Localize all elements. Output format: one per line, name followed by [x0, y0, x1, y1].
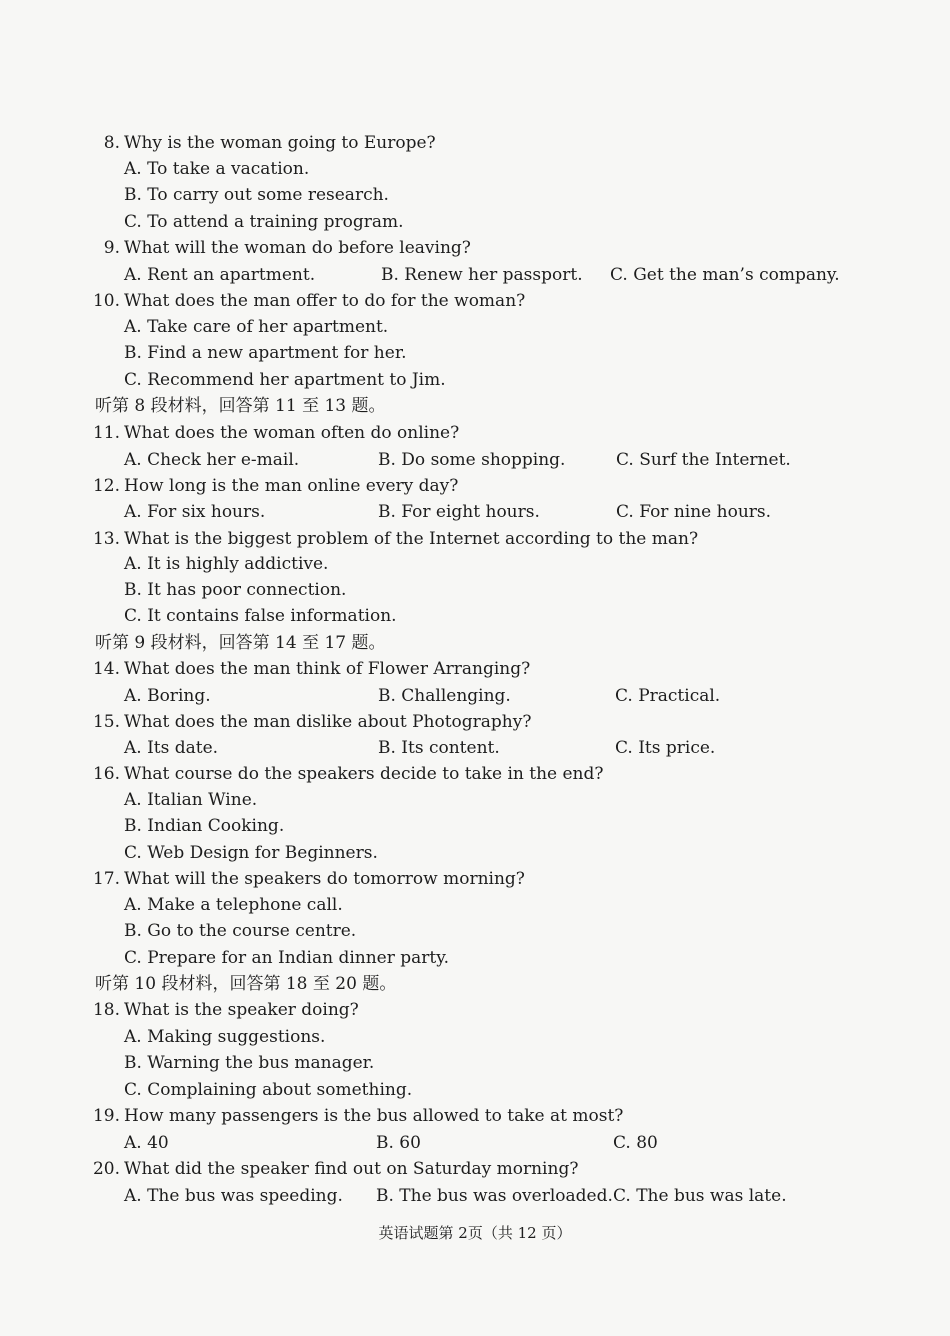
question-text: What does the man think of Flower Arranging?: [124, 659, 531, 679]
section-9-instruction: 听第 9 段材料，回答第 14 至 17 题。: [95, 633, 386, 653]
option-b: B. It has poor connection.: [124, 580, 347, 600]
option-a: A. It is highly addictive.: [124, 554, 329, 574]
option-row: [0, 918, 950, 944]
option-row: [0, 683, 950, 709]
option-a: A. Its date.: [124, 738, 219, 758]
option-row: [0, 1050, 950, 1076]
option-a: A. Make a telephone call.: [124, 895, 343, 915]
question-10: [0, 288, 950, 314]
option-row: [0, 340, 950, 366]
option-b: B. Find a new apartment for her.: [124, 343, 407, 363]
option-b: B. The bus was overloaded.: [376, 1186, 613, 1206]
option-c: C. Prepare for an Indian dinner party.: [124, 948, 449, 968]
option-c: C. To attend a training program.: [124, 212, 404, 232]
option-row: [0, 447, 950, 473]
question-19: [0, 1103, 950, 1129]
question-number: 9.: [103, 238, 120, 258]
question-18: [0, 997, 950, 1023]
option-row: [0, 182, 950, 208]
option-c: C. Surf the Internet.: [616, 450, 791, 470]
question-text: What is the biggest problem of the Internet according to the man?: [124, 529, 699, 549]
question-text: What will the speakers do tomorrow morning?: [124, 869, 525, 889]
option-row: [0, 1024, 950, 1050]
option-row: [0, 813, 950, 839]
option-row: [0, 735, 950, 761]
section-10-instruction: 听第 10 段材料，回答第 18 至 20 题。: [95, 974, 397, 994]
option-c: C. Get the man’s company.: [610, 265, 840, 285]
question-8: [0, 130, 950, 156]
option-row: [0, 945, 950, 971]
question-text: What course do the speakers decide to take in the end?: [124, 764, 604, 784]
option-b: B. To carry out some research.: [124, 185, 389, 205]
question-number: 10.: [92, 291, 120, 311]
option-c: C. Web Design for Beginners.: [124, 843, 378, 863]
option-c: C. Practical.: [615, 686, 721, 706]
option-b: B. Challenging.: [378, 686, 511, 706]
option-a: A. For six hours.: [124, 502, 266, 522]
question-16: [0, 761, 950, 787]
question-14: [0, 656, 950, 682]
option-row: [0, 1130, 950, 1156]
section-heading: [0, 971, 950, 997]
option-b: B. Indian Cooking.: [124, 816, 285, 836]
question-12: [0, 473, 950, 499]
option-row: [0, 262, 950, 288]
option-a: A. Italian Wine.: [124, 790, 258, 810]
question-number: 20.: [92, 1159, 120, 1179]
question-number: 12.: [92, 476, 120, 496]
question-text: What did the speaker find out on Saturday morning?: [124, 1159, 579, 1179]
question-text: What will the woman do before leaving?: [124, 238, 471, 258]
option-row: [0, 1077, 950, 1103]
section-heading: [0, 393, 950, 419]
question-number: 8.: [103, 133, 120, 153]
option-row: [0, 499, 950, 525]
question-number: 15.: [92, 712, 120, 732]
question-text: What does the man dislike about Photography?: [124, 712, 532, 732]
option-row: [0, 367, 950, 393]
question-number: 18.: [92, 1000, 120, 1020]
option-c: C. Its price.: [615, 738, 716, 758]
question-number: 13.: [92, 529, 120, 549]
option-b: B. For eight hours.: [378, 502, 540, 522]
option-c: C. It contains false information.: [124, 606, 397, 626]
option-row: [0, 156, 950, 182]
question-15: [0, 709, 950, 735]
option-a: A. 40: [124, 1133, 169, 1153]
question-number: 19.: [92, 1106, 120, 1126]
option-a: A. Take care of her apartment.: [124, 317, 389, 337]
question-text: What is the speaker doing?: [124, 1000, 359, 1020]
option-row: [0, 892, 950, 918]
question-20: [0, 1156, 950, 1182]
question-text: What does the woman often do online?: [124, 423, 460, 443]
page-footer: 英语试题第 2页（共 12 页）: [378, 1224, 572, 1242]
question-text: What does the man offer to do for the woman?: [124, 291, 526, 311]
option-row: [0, 603, 950, 629]
option-a: A. Rent an apartment.: [124, 265, 316, 285]
option-row: [0, 314, 950, 340]
option-a: A. To take a vacation.: [124, 159, 310, 179]
option-c: C. Recommend her apartment to Jim.: [124, 370, 446, 390]
question-number: 17.: [92, 869, 120, 889]
option-b: B. 60: [376, 1133, 421, 1153]
option-row: [0, 551, 950, 577]
question-9: [0, 235, 950, 261]
option-b: B. Go to the course centre.: [124, 921, 357, 941]
option-row: [0, 840, 950, 866]
question-number: 14.: [92, 659, 120, 679]
option-c: C. The bus was late.: [613, 1186, 787, 1206]
option-row: [0, 209, 950, 235]
option-row: [0, 787, 950, 813]
section-heading: [0, 630, 950, 656]
option-b: B. Renew her passport.: [381, 265, 583, 285]
option-a: A. Making suggestions.: [124, 1027, 326, 1047]
question-number: 11.: [92, 423, 120, 443]
section-8-instruction: 听第 8 段材料，回答第 11 至 13 题。: [95, 396, 386, 416]
question-number: 16.: [92, 764, 120, 784]
option-c: C. For nine hours.: [616, 502, 772, 522]
question-11: [0, 420, 950, 446]
option-a: A. Check her e-mail.: [124, 450, 300, 470]
option-a: A. The bus was speeding.: [124, 1186, 343, 1206]
option-row: [0, 1183, 950, 1209]
question-13: [0, 526, 950, 552]
option-c: C. Complaining about something.: [124, 1080, 413, 1100]
option-b: B. Do some shopping.: [378, 450, 566, 470]
option-b: B. Warning the bus manager.: [124, 1053, 375, 1073]
option-a: A. Boring.: [124, 686, 211, 706]
question-text: How long is the man online every day?: [124, 476, 459, 496]
question-text: How many passengers is the bus allowed to take at most?: [124, 1106, 624, 1126]
option-row: [0, 577, 950, 603]
question-17: [0, 866, 950, 892]
option-b: B. Its content.: [378, 738, 500, 758]
question-text: Why is the woman going to Europe?: [124, 133, 436, 153]
option-c: C. 80: [613, 1133, 658, 1153]
